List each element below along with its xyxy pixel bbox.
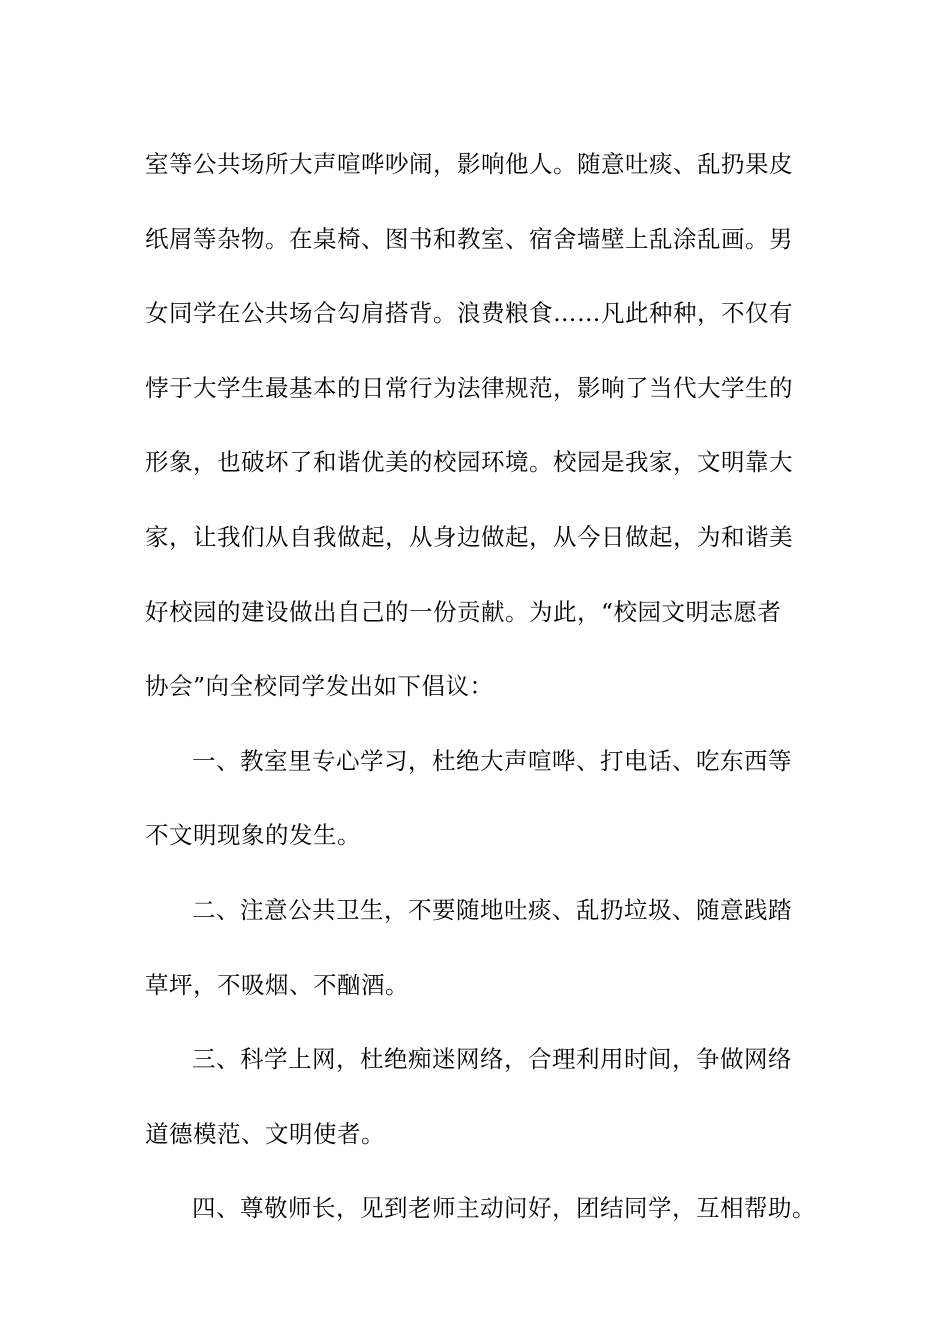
proposal-item-4-line: 四、尊敬师长，见到老师主动问好，团结同学，互相帮助。	[192, 1194, 816, 1223]
proposal-item-1-line: 一、教室里专心学习，杜绝大声喧哗、打电话、吃东西等	[192, 746, 792, 775]
text-line: 女同学在公共场合勾肩搭背。浪费粮食……凡此种种，不仅有	[145, 299, 793, 328]
proposal-item-2-continuation: 草坪，不吸烟、不酗酒。	[145, 970, 409, 999]
proposal-item-3-continuation: 道德模范、文明使者。	[145, 1119, 385, 1148]
text-line: 形象，也破坏了和谐优美的校园环境。校园是我家，文明靠大	[145, 448, 793, 477]
text-line: 纸屑等杂物。在桌椅、图书和教室、宿舍墙壁上乱涂乱画。男	[145, 224, 793, 253]
proposal-item-3-line: 三、科学上网，杜绝痴迷网络，合理利用时间，争做网络	[192, 1045, 792, 1074]
text-line: 家，让我们从自我做起，从身边做起，从今日做起，为和谐美	[145, 522, 793, 551]
body-text	[145, 127, 816, 1246]
text-line: 悖于大学生最基本的日常行为法律规范，影响了当代大学生的	[145, 373, 793, 402]
text-line: 好校园的建设做出自己的一份贡献。为此，“校园文明志愿者	[145, 597, 782, 626]
proposal-item-1-continuation: 不文明现象的发生。	[145, 821, 361, 850]
proposal-item-2-line: 二、注意公共卫生，不要随地吐痰、乱扔垃圾、随意践踏	[192, 895, 792, 924]
text-line: 协会”向全校同学发出如下倡议：	[145, 672, 494, 701]
text-line: 室等公共场所大声喧哗吵闹，影响他人。随意吐痰、乱扔果皮	[145, 150, 793, 178]
